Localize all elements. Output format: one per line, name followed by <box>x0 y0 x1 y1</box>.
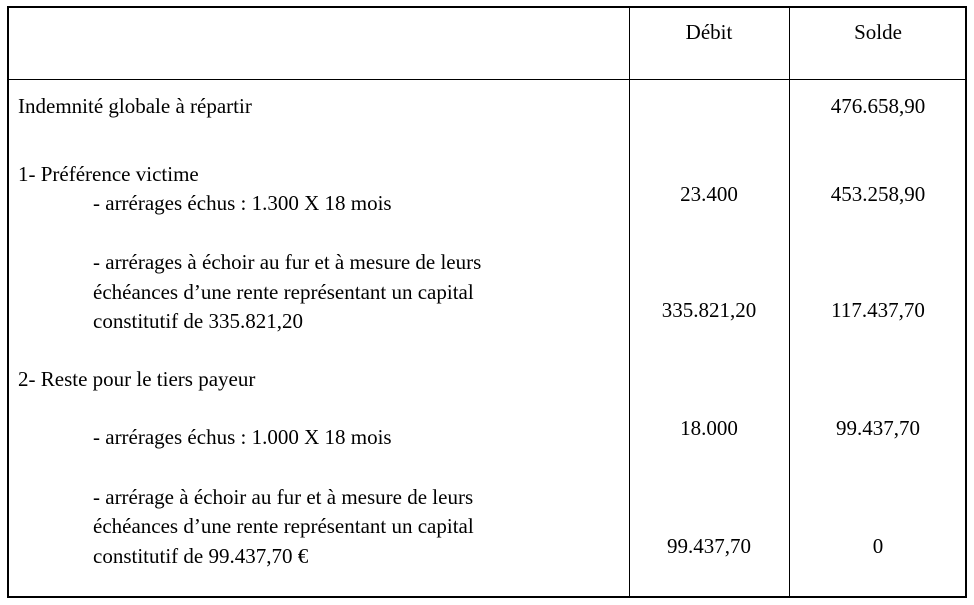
row-label-line: constitutif de 99.437,70 € <box>93 544 309 568</box>
header-solde: Solde <box>854 20 902 44</box>
row-debit-arrerages-echoir-victime: 335.821,20 <box>661 298 757 322</box>
row-label-line: constitutif de 335.821,20 <box>93 309 303 333</box>
row-solde-arrerages-echus-victime: 453.258,90 <box>830 182 926 206</box>
row-solde-indemnite: 476.658,90 <box>830 94 926 118</box>
row-label-line: échéances d’une rente représentant un capital <box>93 280 474 304</box>
row-debit-arrerages-echus-victime: 23.400 <box>680 182 738 206</box>
row-label-line: - arrérage à échoir au fur et à mesure de leurs <box>93 485 474 509</box>
repartition-table <box>7 6 967 598</box>
section-heading-tiers-payeur: 2- Reste pour le tiers payeur <box>18 367 256 391</box>
row-label-arrerages-echus-victime: - arrérages échus : 1.300 X 18 mois <box>93 191 392 215</box>
row-label-line: échéances d’une rente représentant un capital <box>93 514 474 538</box>
header-debit: Débit <box>685 20 733 44</box>
row-label-line: - arrérages à échoir au fur et à mesure de leurs <box>93 250 482 274</box>
row-solde-arrerages-echoir-victime: 117.437,70 <box>831 298 925 322</box>
row-debit-arrerages-echus-tiers: 18.000 <box>680 416 738 440</box>
row-label-arrerages-echus-tiers: - arrérages échus : 1.000 X 18 mois <box>93 425 392 449</box>
row-solde-arrerages-echoir-tiers: 0 <box>872 534 884 558</box>
row-label-indemnite: Indemnité globale à répartir <box>18 94 252 118</box>
header-divider <box>9 79 965 80</box>
row-solde-arrerages-echus-tiers: 99.437,70 <box>836 416 920 440</box>
row-debit-arrerages-echoir-tiers: 99.437,70 <box>667 534 751 558</box>
section-heading-victime: 1- Préférence victime <box>18 162 199 186</box>
